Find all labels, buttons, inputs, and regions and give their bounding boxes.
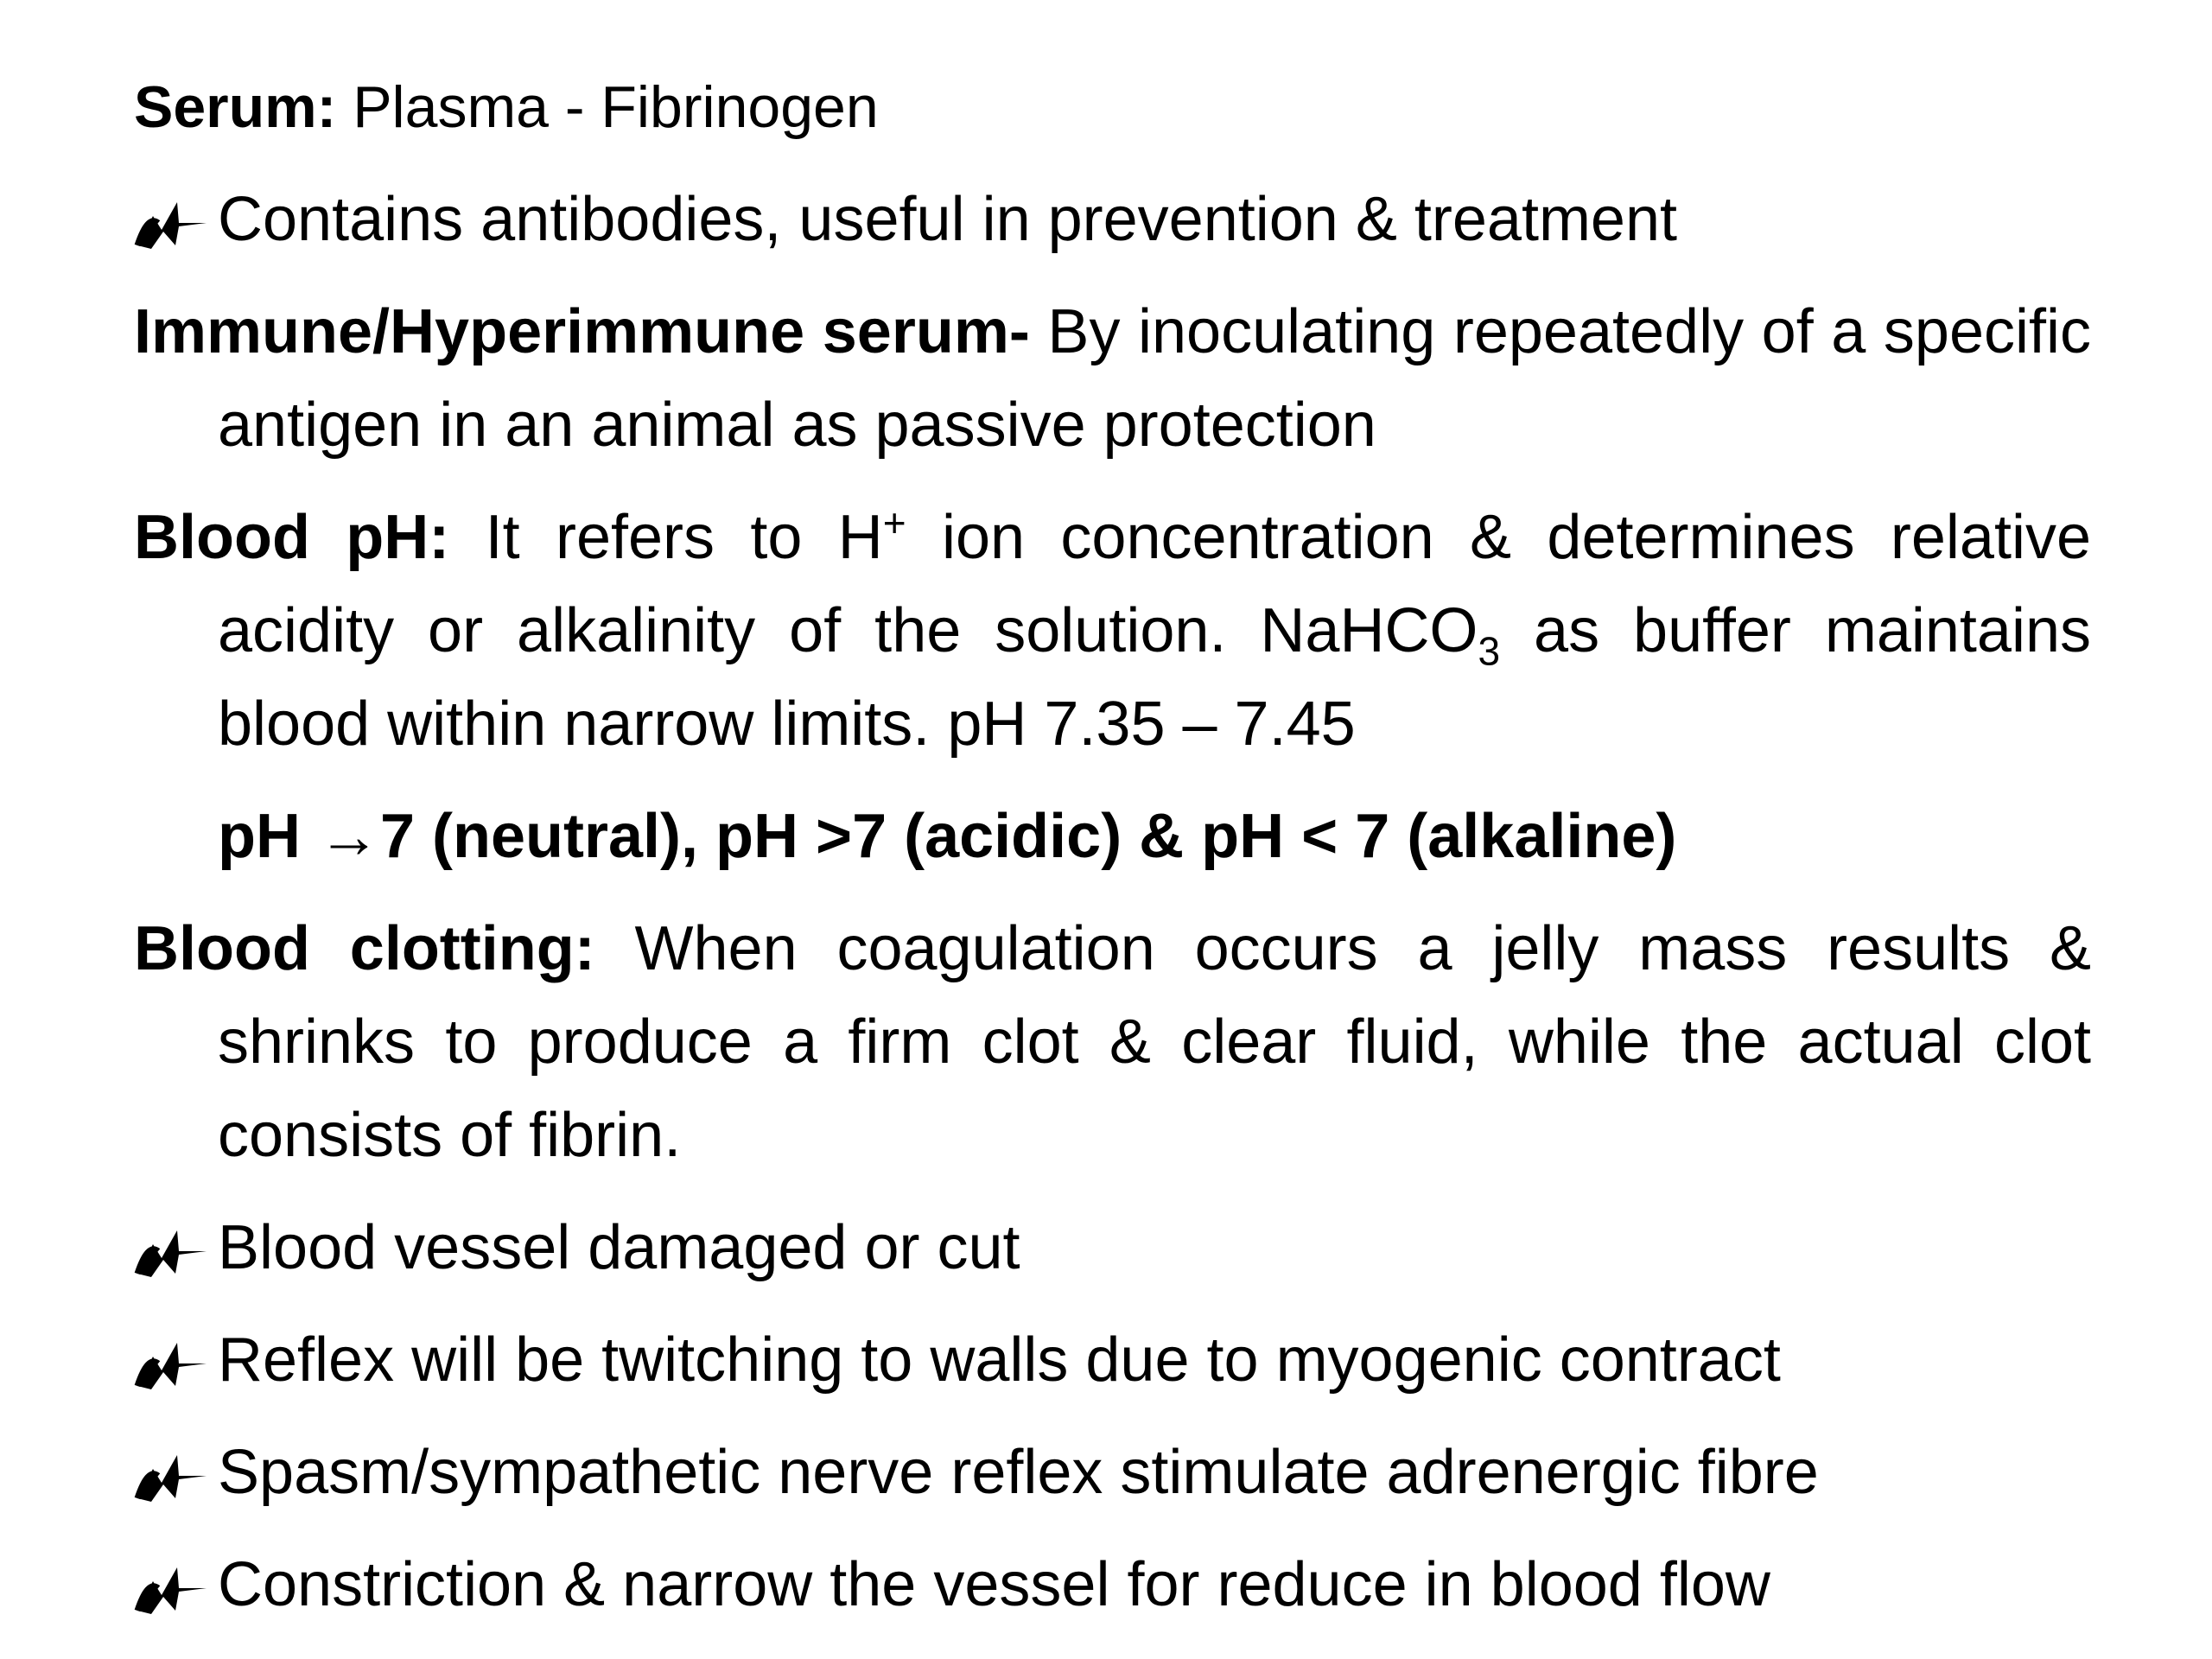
- immune-serum-definition: [134, 285, 2091, 472]
- scribble-arrow-bullet-icon: [132, 1225, 212, 1279]
- blood-ph-definition: [134, 491, 2091, 771]
- serum-term: Serum:: [134, 74, 337, 140]
- h-ion-superscript: +: [882, 500, 906, 545]
- clotting-bullet-1: [134, 1201, 2091, 1294]
- ph-scale-note: [134, 790, 2091, 883]
- blood-ph-text-3: as buffer maintains blood within narrow limits. pH 7.35 – 7.45: [218, 596, 2091, 759]
- scribble-arrow-bullet-icon: [132, 197, 212, 251]
- scribble-arrow-bullet-icon: [132, 1562, 212, 1616]
- blood-ph-text-2: ion concentration & determines relative acidity or alkalinity of the solution. NaHCO: [218, 503, 2092, 665]
- blood-clotting-text: When coagulation occurs a jelly mass results & shrinks to produce a firm clot & clear fluid, while the actual clot consists of fibrin.: [218, 914, 2091, 1170]
- clotting-bullet-3: [134, 1426, 2091, 1519]
- blood-ph-term: Blood pH:: [134, 503, 450, 572]
- serum-text: Plasma - Fibrinogen: [353, 74, 879, 140]
- clotting-bullet-2: [134, 1313, 2091, 1407]
- ph-scale-text: pH →7 (neutral), pH >7 (acidic) & pH < 7 (alkaline): [218, 802, 1677, 871]
- serum-bullet: [134, 173, 2091, 266]
- blood-ph-text-1: It refers to H: [485, 503, 883, 572]
- blood-clotting-definition: [134, 902, 2091, 1182]
- scribble-arrow-bullet-icon: [132, 1450, 212, 1503]
- serum-definition: [134, 60, 2091, 154]
- clotting-bullet-3-text: Spasm/sympathetic nerve reflex stimulate adrenergic fibre: [218, 1438, 1819, 1507]
- serum-bullet-text: Contains antibodies, useful in prevention & treatment: [218, 185, 1678, 254]
- immune-serum-text: By inoculating repeatedly of a specific antigen in an animal as passive protection: [218, 297, 2091, 460]
- blood-clotting-term: Blood clotting:: [134, 914, 595, 983]
- nahco3-subscript: 3: [1478, 628, 1501, 674]
- immune-serum-term: Immune/Hyperimmune serum-: [134, 297, 1030, 366]
- clotting-bullet-2-text: Reflex will be twitching to walls due to myogenic contract: [218, 1325, 1781, 1395]
- clotting-bullet-1-text: Blood vessel damaged or cut: [218, 1213, 1020, 1282]
- clotting-bullet-4: [134, 1538, 2091, 1631]
- clotting-bullet-4-text: Constriction & narrow the vessel for reduce in blood flow: [218, 1550, 1770, 1619]
- scribble-arrow-bullet-icon: [132, 1338, 212, 1391]
